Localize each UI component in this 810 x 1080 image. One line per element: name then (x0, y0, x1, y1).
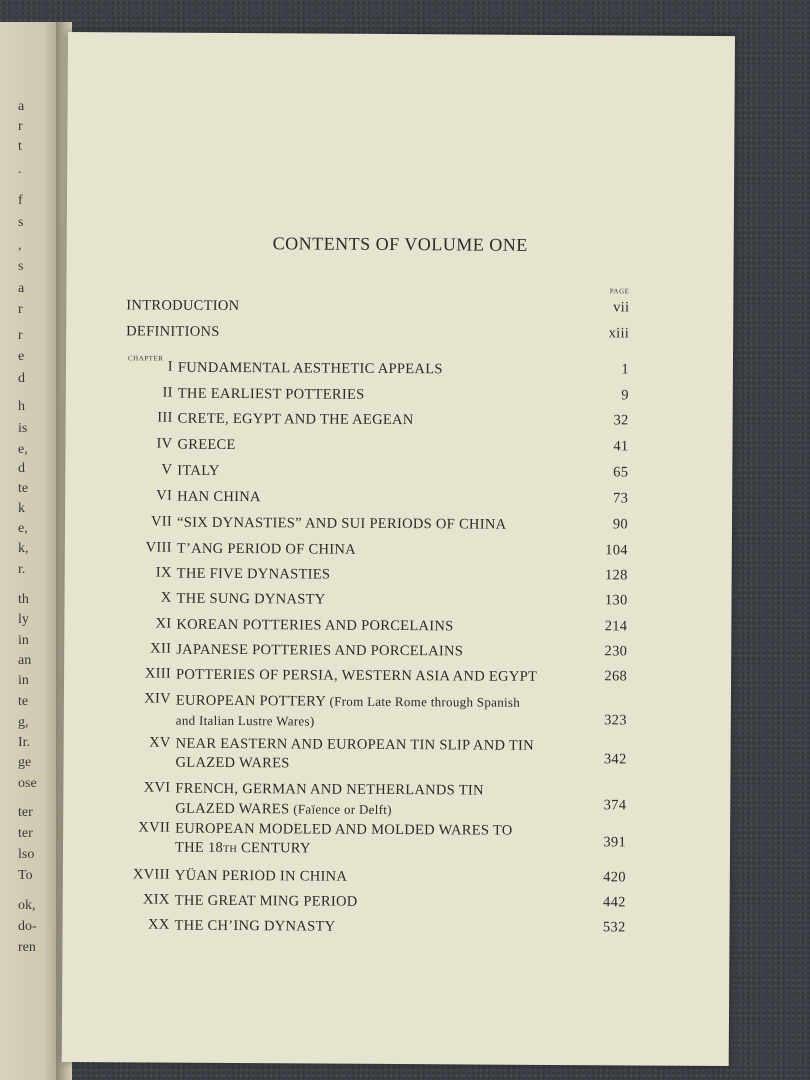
entry-title (175, 820, 595, 862)
left-page-text-fragment: s (18, 259, 24, 274)
left-page-text-fragment: r. (18, 562, 26, 577)
toc-entry-introduction (66, 296, 733, 316)
left-page-text-fragment: Ir. (18, 735, 31, 750)
left-page-text-fragment: a (18, 281, 25, 296)
toc-entry-chapter-11 (64, 615, 731, 635)
entry-title: POTTERIES OF PERSIA, WESTERN ASIA AND EGYPT (176, 666, 538, 685)
chapter-number: V (161, 461, 173, 478)
left-page-text-fragment: . (18, 162, 22, 177)
entry-title-line2: THE 18 (174, 839, 224, 856)
entry-page: 391 (603, 834, 627, 851)
toc-entry-chapter-9 (65, 564, 732, 584)
left-page-text-fragment: g, (18, 715, 29, 730)
toc-entry-chapter-18 (63, 866, 730, 886)
toc-entry-chapter-2 (66, 384, 733, 404)
left-page-text-fragment: d (18, 371, 25, 386)
chapter-number: XIX (142, 891, 170, 908)
left-page-text-fragment: is (18, 421, 28, 436)
chapter-number: XII (150, 640, 172, 657)
chapter-number: VIII (145, 539, 172, 556)
chapter-number: XV (149, 734, 171, 751)
entry-page: 128 (604, 567, 628, 584)
entry-title: ITALY (177, 462, 220, 479)
toc-entry-chapter-15 (64, 734, 731, 772)
chapter-number: VI (156, 487, 173, 504)
entry-title: INTRODUCTION (126, 297, 240, 315)
entry-title-line2-end: CENTURY (237, 840, 311, 857)
left-page-text-fragment: e, (18, 442, 28, 457)
entry-title: DEFINITIONS (126, 323, 220, 340)
toc-entry-chapter-14 (64, 690, 731, 729)
toc-entry-chapter-12 (64, 640, 731, 660)
entry-title: THE SUNG DYNASTY (176, 590, 326, 608)
chapter-number: VII (150, 513, 173, 530)
left-page-text-fragment: ter (18, 805, 33, 820)
left-page-text-fragment: ter (18, 826, 33, 841)
left-page-text-fragment: ren (18, 940, 36, 955)
toc-entry-chapter-20 (63, 916, 730, 936)
entry-page: 268 (604, 668, 628, 685)
toc-entry-chapter-8 (65, 539, 732, 559)
toc-entry-chapter-5 (65, 461, 732, 481)
left-page-text-fragment: , (18, 238, 22, 253)
chapter-number: X (160, 589, 172, 606)
entry-title: KOREAN POTTERIES AND PORCELAINS (176, 616, 454, 635)
left-page-text-fragment: do- (18, 919, 37, 934)
left-page-text-fragment: To (18, 868, 33, 883)
entry-title-main: EUROPEAN MODELED AND MOLDED WARES TO (175, 820, 513, 839)
entry-title-main: FRENCH, GERMAN AND NETHERLANDS TIN (175, 780, 484, 799)
page-column-label: PAGE (609, 287, 630, 296)
page-title: CONTENTS OF VOLUME ONE (272, 233, 528, 255)
entry-page: 374 (603, 797, 627, 814)
left-page-text-fragment: t (18, 139, 22, 154)
chapter-column-label: CHAPTER (127, 354, 164, 363)
chapter-number: XX (147, 916, 170, 933)
left-page-text-fragment: ose (18, 776, 37, 791)
entry-title-ordinal: TH (223, 843, 238, 856)
toc-entry-chapter-10 (65, 589, 732, 609)
entry-page: 130 (604, 592, 628, 609)
left-page-text-fragment: te (18, 481, 29, 496)
entry-page: vii (613, 299, 630, 316)
entry-page: 532 (602, 919, 626, 936)
left-page-text-fragment: k (18, 501, 25, 516)
entry-page: 323 (604, 712, 627, 729)
entry-page: 73 (613, 490, 629, 507)
entry-title (175, 780, 595, 822)
toc-entry-chapter-13 (64, 665, 731, 685)
left-page-text-fragment: e (18, 349, 25, 364)
left-page-text-fragment: a (18, 99, 25, 114)
entry-page: 41 (613, 438, 629, 455)
chapter-number: XI (155, 615, 172, 632)
chapter-number: IX (155, 564, 172, 581)
left-page-text-fragment: ok, (18, 898, 36, 913)
entry-title: THE CH’ING DYNASTY (174, 917, 336, 935)
entry-title-line2: GLAZED WARES (175, 754, 290, 772)
entry-title-main: NEAR EASTERN AND EUROPEAN TIN SLIP AND TIN (175, 735, 535, 754)
left-page-text-fragment: r (18, 302, 23, 317)
entry-title: THE GREAT MING PERIOD (174, 892, 358, 910)
left-page-text-fragment: s (18, 215, 24, 230)
entry-page: 9 (621, 387, 629, 404)
toc-entry-chapter-4 (66, 435, 733, 455)
left-page-text-fragment: an (18, 653, 32, 668)
chapter-number: XVI (143, 779, 171, 796)
toc-entry-chapter-3 (66, 409, 733, 429)
entry-page: 65 (613, 464, 629, 481)
entry-title: CRETE, EGYPT AND THE AEGEAN (177, 410, 414, 429)
chapter-number: I (167, 358, 174, 375)
left-page-text-fragment: d (18, 461, 25, 476)
entry-page: 214 (604, 618, 628, 635)
entry-page: 104 (605, 542, 628, 559)
toc-entry-chapter-7 (65, 513, 732, 533)
left-page-text-fragment: lso (18, 847, 35, 862)
left-page-text-fragment: r (18, 328, 23, 343)
entry-title (176, 691, 596, 734)
left-page-text-fragment: k, (18, 541, 29, 556)
left-page-text-fragment: in (18, 673, 29, 688)
toc-entry-definitions (66, 322, 733, 342)
toc-entry-chapter-6 (65, 487, 732, 507)
entry-page: 342 (603, 751, 627, 768)
previous-page-edge (0, 22, 62, 1080)
chapter-number: XVII (138, 819, 171, 836)
entry-title (175, 735, 595, 776)
left-page-text-fragment: in (18, 633, 29, 648)
toc-entry-chapter-16 (63, 779, 730, 818)
entry-title: JAPANESE POTTERIES AND PORCELAINS (176, 641, 464, 660)
entry-page: 32 (613, 412, 629, 429)
contents-page (62, 32, 735, 1066)
entry-title: “SIX DYNASTIES” AND SUI PERIODS OF CHINA (176, 514, 507, 533)
entry-title: T’ANG PERIOD OF CHINA (176, 540, 356, 558)
left-page-text-fragment: te (18, 694, 29, 709)
entry-title: YÜAN PERIOD IN CHINA (174, 867, 348, 885)
toc-entry-chapter-19 (63, 891, 730, 911)
entry-title-main: EUROPEAN POTTERY (175, 692, 326, 710)
entry-title: THE FIVE DYNASTIES (176, 565, 331, 583)
chapter-number: IV (156, 435, 173, 452)
chapter-number: XIII (144, 665, 172, 682)
chapter-number: III (157, 409, 173, 426)
entry-title: THE EARLIEST POTTERIES (177, 385, 365, 403)
entry-page: xiii (608, 325, 630, 342)
chapter-number: XVIII (132, 866, 170, 883)
entry-title: HAN CHINA (177, 488, 261, 506)
left-page-text-fragment: r (18, 119, 23, 134)
left-page-text-fragment: ge (18, 755, 32, 770)
entry-page: 90 (612, 516, 629, 533)
left-page-text-fragment: e, (18, 521, 28, 536)
entry-page: 420 (603, 869, 626, 886)
left-page-text-fragment: h (18, 399, 25, 414)
entry-title: GREECE (177, 436, 236, 454)
chapter-number: XIV (144, 690, 171, 707)
left-page-text-fragment: f (18, 193, 23, 208)
entry-title-line2: and Italian Lustre Wares) (175, 712, 315, 729)
entry-title-subtitle: (Faïence or Delft) (293, 801, 392, 817)
left-page-text-fragment: ly (18, 612, 29, 627)
entry-page: 230 (604, 643, 628, 660)
entry-title-line2: GLAZED WARES (175, 800, 290, 818)
entry-title: FUNDAMENTAL AESTHETIC APPEALS (177, 359, 443, 378)
chapter-number: II (162, 384, 173, 401)
left-page-text-fragment: th (18, 592, 29, 607)
entry-title-subtitle: (From Late Rome through Spanish (329, 693, 521, 710)
entry-page: 1 (621, 361, 629, 378)
entry-page: 442 (602, 894, 626, 911)
